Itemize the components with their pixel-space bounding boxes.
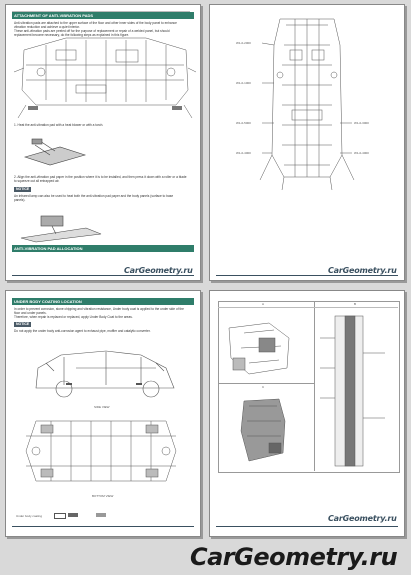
detail-label-b: B (354, 302, 357, 306)
intro-line: Therefore, when repair is replaced or replaced, apply Under Body Coat to the areas. (14, 315, 133, 319)
detail-c-diagram (219, 391, 313, 477)
intro-line: floor and under panels. (14, 311, 47, 315)
bottom-view-label: BOTTOM VIEW (92, 494, 114, 498)
header-bar: UNDER BODY COATING LOCATION (12, 298, 194, 305)
intro-line: These anti-vibration pads are peeled off for the purpose of replacement or repair of a welded panel, but should (14, 29, 170, 33)
legend-swatch-white (54, 513, 66, 519)
legend-label: Under body coating (16, 514, 43, 518)
notice-label: NOTICE (16, 187, 30, 191)
site-watermark-logo: CarGeometry.ru (190, 543, 398, 571)
side-view-diagram (6, 333, 200, 403)
watermark-underline (12, 526, 194, 527)
intro-line: Anti-vibration pads are attached to the upper surface of the floor and other inner sides of the body panel to enhance (14, 21, 177, 25)
part-label: W1-0-4000 (354, 151, 369, 155)
page-1 (5, 4, 201, 281)
detail-label-a: A (262, 302, 265, 306)
footer-bar: ANTI-VIBRATION PAD ALLOCATION (12, 245, 194, 252)
part-label: W1-0-4000 (236, 151, 251, 155)
step-1-text: 1. Heat the anti-vibration pad with a heat blower or with a torch. (14, 123, 104, 127)
part-label: W1-0-1000 (236, 81, 251, 85)
watermark-underline (216, 275, 398, 276)
notice-text: Do not apply the under body anti-corrosion agent to exhaust pipe, muffler and catalytic converter. (14, 329, 151, 333)
notice-text (14, 194, 194, 202)
part-label: W1-0-3000 (354, 121, 369, 125)
bottom-view-diagram (6, 411, 200, 491)
vehicle-floor-diagram (210, 5, 404, 205)
watermark-underline (12, 275, 194, 276)
intro-text (14, 21, 194, 37)
watermark: CarGeometry.ru (328, 514, 397, 523)
page-2 (209, 4, 405, 281)
legend-swatch-dark (68, 513, 78, 517)
detail-label-c: C (262, 385, 265, 389)
part-label: W1-0-2000 (236, 41, 251, 45)
notice-line: panels). (14, 198, 26, 202)
detail-b-diagram (315, 308, 397, 470)
notice-line: An infrared lamp can also be used to heat both the anti-vibration pad paper and the body panels (surface to base (14, 194, 174, 198)
notice-label: NOTICE (16, 322, 30, 326)
heat-pad-illustration (20, 137, 90, 167)
watermark: CarGeometry.ru (124, 266, 193, 275)
legend-swatch-mid (96, 513, 106, 517)
roller-illustration (16, 208, 106, 244)
page-3 (5, 290, 201, 537)
intro-line: In order to prevent corrosion, stone chipping and vibration resistance, Under body coat is applied to the under side of the (14, 307, 184, 311)
step-2-line: 2. Align the anti-vibration pad paper in the position where it is to be installed, and then press it down with a roller or a blade (14, 175, 187, 179)
header-bar: ATTACHMENT OF ANTI-VIBRATION PADS (12, 12, 194, 19)
intro-text (14, 307, 194, 319)
side-view-label: SIDE VIEW (94, 405, 110, 409)
intro-line: vibration reduction and achieve a quiet interior. (14, 25, 80, 29)
page-4 (209, 290, 405, 537)
part-label: W1-0-5000 (236, 121, 251, 125)
watermark-underline (216, 526, 398, 527)
watermark: CarGeometry.ru (328, 266, 397, 275)
step-2-line: to squeeze out all entrapped air. (14, 179, 60, 183)
intro-line: replacement become necessary, do the following steps as explained in this figure. (14, 33, 130, 37)
detail-a-diagram (219, 308, 313, 382)
grid-divider-h (218, 383, 314, 384)
step-2-text (14, 175, 194, 183)
